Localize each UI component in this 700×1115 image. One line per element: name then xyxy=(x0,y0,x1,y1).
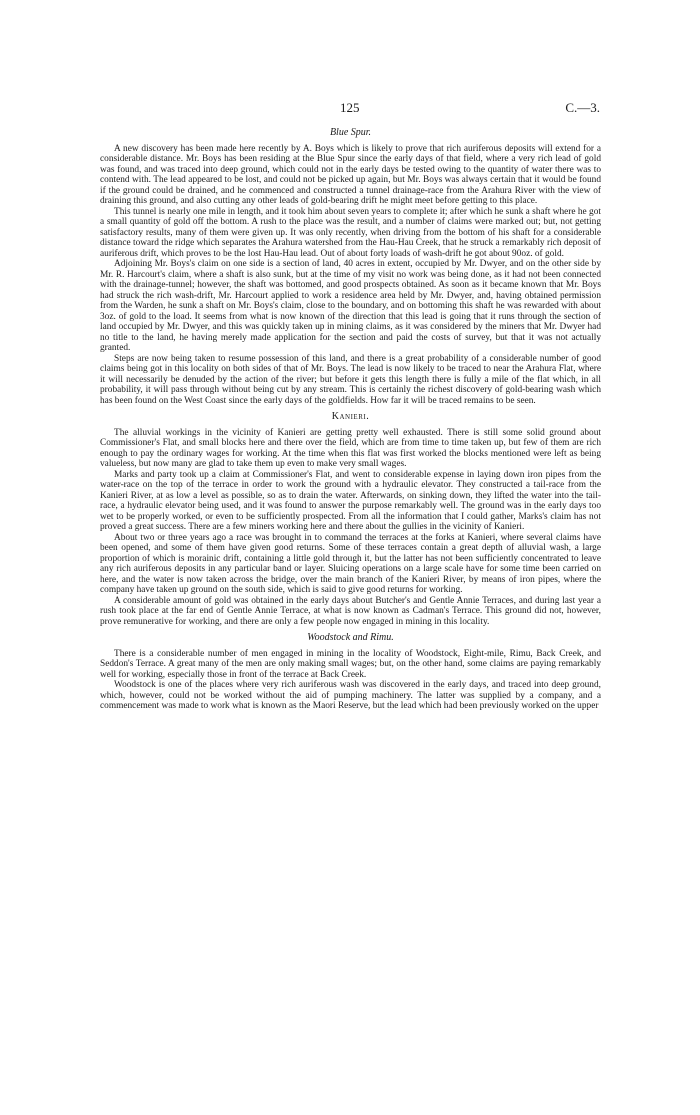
paragraph: A new discovery has been made here recently by A. Boys which is likely to prove that rich auriferous deposits will extend for a considerable distance. Mr. Boys has been residing at the Blue Spur since the early days of that field, where a very rich lead of gold was found, and was traced into deep ground, which could not in the early days be tested owing to the quantity of water there was to contend with. The lead appeared to be lost, and could not be picked up again, but Mr. Boys was always certain that it would be found if the ground could be drained, and he commenced and constructed a tunnel drainage-race from the Arahura River with the view of draining this ground, and also cutting any other leads of gold-bearing drift he might meet before getting to this place. xyxy=(100,143,601,206)
paragraph: Woodstock is one of the places where very rich auriferous wash was discovered in the early days, and traced into deep ground, which, however, could not be worked without the aid of pumping machinery. The latter was supplied by a company, and a commencement was made to work what is known as the Maori Reserve, but the lead which had been previously worked on the upper xyxy=(100,680,601,711)
page-body xyxy=(100,126,601,712)
section-heading-blue-spur: Blue Spur. xyxy=(329,127,372,138)
section-heading-kanieri: Kanieri. xyxy=(331,411,370,422)
paragraph: This tunnel is nearly one mile in length, and it took him about seven years to complete it; after which he sunk a shaft where he got a small quantity of gold off the bottom. A rush to the place was the result, and a number of claims were marked out; but, not getting satisfactory results, many of them were given up. It was only recently, when driving from the bottom of his shaft for a considerable distance toward the ridge which separates the Arahura watershed from the Hau-Hau Creek, that he struck a remarkably rich deposit of auriferous drift, which proves to be the lost Hau-Hau lead. Out of about forty loads of wash-drift he got about 90oz. of gold. xyxy=(100,206,601,259)
paragraph: The alluvial workings in the vicinity of Kanieri are getting pretty well exhausted. There is still some solid ground about Commissioner's Flat, and small blocks here and there over the field, which are from time to time taken up, but few of them are rich enough to pay the ordinary wages for working. At the time when this flat was first worked the blocks mentioned were left as being valueless, but now many are glad to take them up even to make very small wages. xyxy=(100,427,601,469)
paragraph: Marks and party took up a claim at Commissioner's Flat, and went to considerable expense in laying down iron pipes from the water-race on the top of the terrace in order to work the ground with a hydraulic elevator. They constructed a tail-race from the Kanieri River, at as low a level as possible, so as to drain the water. Afterwards, on sinking down, they lifted the water into the tail-race, a hydraulic elevator being used, and it was found to answer the purpose remarkably well. The ground was in the early days too wet to be properly worked, or even to be sufficiently prospected. From all the information that I could gather, Marks's claim has not proved a great success. There are a few miners working here and there about the gullies in the vicinity of Kanieri. xyxy=(100,469,601,532)
paragraph: Adjoining Mr. Boys's claim on one side is a section of land, 40 acres in extent, occupied by Mr. Dwyer, and on the other side by Mr. R. Harcourt's claim, where a shaft is also sunk, but at the time of my visit no work was being done, as it had not been connected with the drainage-tunnel; however, the shaft was bottomed, and good prospects obtained. As soon as it became known that Mr. Boys had struck the rich wash-drift, Mr. Harcourt applied to work a residence area held by Mr. Dwyer, and, having obtained permission from the Warden, he sunk a shaft on Mr. Boys's claim, close to the boundary, and on bottoming this shaft he was rewarded with about 3oz. of gold to the load. It seems from what is now known of the direction that this lead is going that it runs through the section of land occupied by Mr. Dwyer, and this was quickly taken up in mining claims, as it was considered by the miners that Mr. Dwyer had no title to the land, he having merely made application for the section and paid the costs of survey, but that it was not actually granted. xyxy=(100,259,601,353)
paragraph: About two or three years ago a race was brought in to command the terraces at the forks at Kanieri, where several claims have been opened, and some of them have given good returns. Some of these terraces contain a great depth of alluvial wash, a large proportion of which is morainic drift, containing a little gold through it, but the latter has not been sufficiently concentrated to leave any rich auriferous deposits in any particular band or layer. Sluicing operations on a large scale have for some time been carried on here, and the water is now taken across the bridge, over the main branch of the Kanieri River, by means of iron pipes, where the company have taken up ground on the south side, which is said to give good returns for working. xyxy=(100,532,601,595)
paragraph: There is a considerable number of men engaged in mining in the locality of Woodstock, Eight-mile, Rimu, Back Creek, and Seddon's Terrace. A great many of the men are only making small wages; but, on the other hand, some claims are paying remarkably well for working, especially those in front of the terrace at Back Creek. xyxy=(100,648,601,680)
paragraph: Steps are now being taken to resume possession of this land, and there is a great probability of a considerable number of good claims being got in this locality on both sides of that of Mr. Boys. The lead is now likely to be traced to near the Arahura Flat, where it will necessarily be denuded by the action of the river; but before it gets this length there is fully a mile of the flat which, in all probability, it will pass through without being cut by any stream. This is certainly the richest discovery of gold-bearing wash which has been found on the West Coast since the early days of the goldfields. How far it will be traced remains to be seen. xyxy=(100,353,601,406)
page-header xyxy=(100,100,600,118)
document-reference: C.—3. xyxy=(565,100,600,115)
paragraph: A considerable amount of gold was obtained in the early days about Butcher's and Gentle Annie Terraces, and during last year a rush took place at the far end of Gentle Annie Terrace, at what is now known as Cadman's Terrace. This ground did not, however, prove remunerative for working, and there are only a few people now engaged in mining in this locality. xyxy=(100,595,601,627)
section-heading-woodstock-rimu: Woodstock and Rimu. xyxy=(307,632,394,643)
page-number: 125 xyxy=(340,100,360,115)
